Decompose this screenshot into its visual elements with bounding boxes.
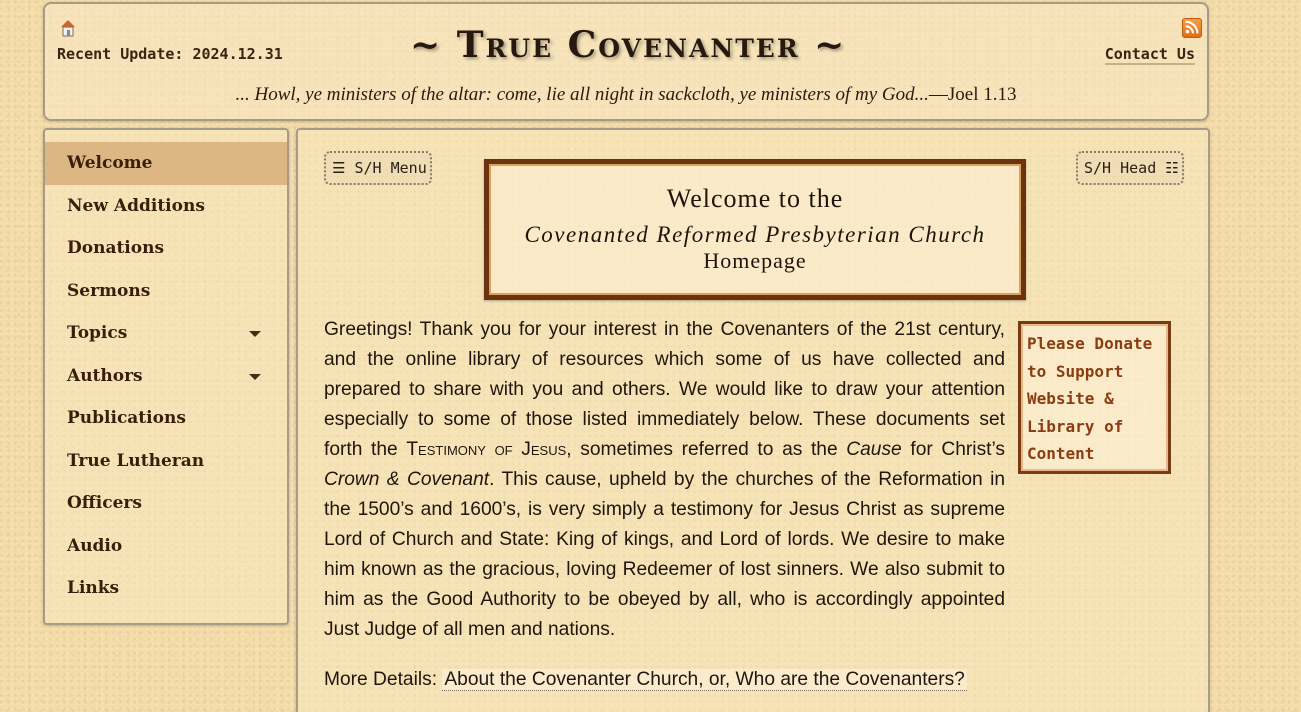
welcome-subheading: Homepage (703, 248, 807, 273)
sidebar-item-label: True Lutheran (67, 450, 205, 471)
sidebar-item-label: Welcome (67, 153, 153, 173)
welcome-heading: Welcome to the (666, 184, 844, 213)
intro-text: . This cause, upheld by the churches of the Reformation in the 1500’s and 1600’s, is very simply a testimony for Jesus Christ as supreme Lord of Church and State: King of kings, and Lord of lords. We desire to make him known as the gracious, loving Redeemer of lost sinners. We also submit to him as the Good Authority to be obeyed by all, who is accordingly appointed Just Judge of all men and nations. (324, 469, 1006, 640)
sidebar-item-links[interactable] (45, 567, 287, 610)
sidebar-item-new-additions[interactable] (45, 185, 287, 228)
sidebar-item-label: Officers (67, 493, 142, 513)
tagline-quote: ... Howl, ye ministers of the altar: come, lie all night in sackcloth, ye ministers of my God... (235, 84, 929, 105)
donate-box[interactable]: Please Donate to Support Website & Library of Content (1018, 321, 1171, 474)
sidebar-item-label: Sermons (67, 280, 151, 301)
recent-update: Recent Update: 2024.12.31 (57, 45, 283, 63)
toggle-header-button[interactable]: S/H Head ☷ (1076, 151, 1184, 185)
site-header (43, 2, 1209, 121)
more-details-label: More Details: (324, 669, 443, 690)
site-title: ~ True Covenanter ~ (410, 24, 847, 66)
scripture-tagline (45, 84, 1207, 106)
caret-down-icon[interactable] (249, 374, 261, 380)
sidebar-item-true-lutheran[interactable] (45, 440, 287, 483)
toggle-menu-button[interactable]: ☰ S/H Menu (324, 151, 432, 185)
sidebar-item-audio[interactable] (45, 525, 287, 568)
more-details (324, 665, 967, 695)
rss-feed-icon[interactable] (1182, 18, 1202, 38)
welcome-banner (484, 159, 1026, 300)
sidebar-item-label: Links (67, 578, 120, 598)
intro-paragraph (324, 315, 1005, 645)
cause-term: Cause (846, 439, 902, 460)
intro-text: for Christ’s (901, 439, 1006, 460)
sidebar-nav (43, 128, 289, 625)
sidebar-item-donations[interactable] (45, 227, 287, 270)
caret-down-icon[interactable] (249, 331, 261, 337)
intro-text: , sometimes referred to as the (566, 439, 847, 460)
sidebar-item-label: Authors (67, 365, 143, 386)
sidebar-item-label: Publications (67, 408, 186, 428)
about-covenanters-link[interactable]: About the Covenanter Church, or, Who are the Covenanters? (444, 669, 965, 690)
crown-covenant-term: Crown & Covenant (324, 469, 490, 490)
sidebar-item-topics[interactable] (45, 312, 287, 355)
home-icon[interactable] (60, 19, 76, 37)
testimony-of-jesus: Testimony of Jesus (406, 439, 567, 460)
sidebar-item-label: New Additions (67, 195, 205, 216)
intro-text: Greetings! Thank you for your interest in the Covenanters of the 21st century, and the online library of resources which some of us have collected and prepared to share with you and others. We would like to draw your attention especially to some of those listed immediately below. These documents set forth the (324, 319, 1005, 460)
sidebar-item-officers[interactable] (45, 482, 287, 525)
main-content (296, 128, 1210, 712)
sidebar-item-publications[interactable] (45, 397, 287, 440)
sidebar-item-label: Donations (67, 238, 165, 258)
contact-us-link[interactable]: Contact Us (1104, 45, 1195, 63)
tagline-reference: —Joel 1.13 (928, 84, 1017, 105)
sidebar-item-sermons[interactable] (45, 270, 287, 313)
sidebar-item-label: Audio (67, 535, 123, 556)
sidebar-item-welcome[interactable] (45, 142, 287, 185)
sidebar-item-authors[interactable] (45, 355, 287, 398)
church-name: Covenanted Reformed Presbyterian Church (524, 222, 986, 247)
sidebar-item-label: Topics (67, 323, 128, 343)
